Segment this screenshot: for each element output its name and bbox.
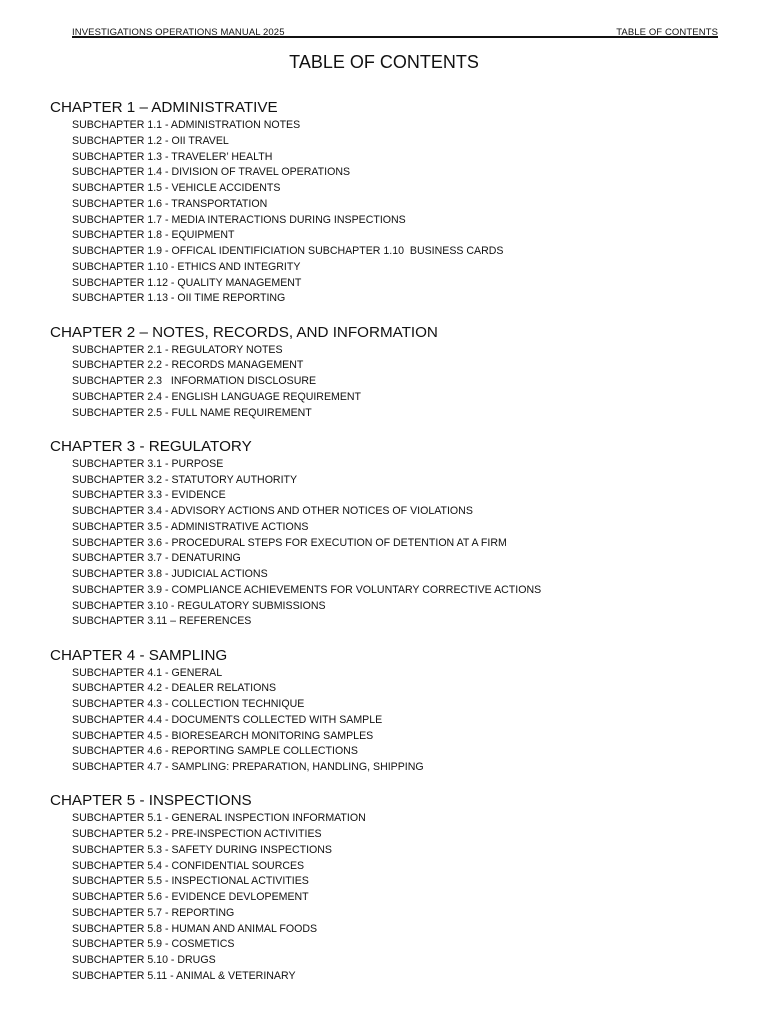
subchapter-entry: SUBCHAPTER 5.3 - SAFETY DURING INSPECTIONS [72, 843, 332, 856]
subchapter-entry: SUBCHAPTER 3.7 - DENATURING [72, 552, 241, 565]
subchapter-list [50, 457, 730, 630]
chapter-section [50, 645, 730, 776]
chapter-section [50, 322, 730, 422]
page-title: TABLE OF CONTENTS [289, 52, 479, 72]
subchapter-entry: SUBCHAPTER 2.3 INFORMATION DISCLOSURE [72, 375, 317, 387]
subchapter-entry: SUBCHAPTER 4.1 - GENERAL [72, 666, 223, 679]
chapter-heading: CHAPTER 2 – NOTES, RECORDS, AND INFORMATION [50, 323, 438, 341]
subchapter-entry: SUBCHAPTER 3.9 - COMPLIANCE ACHIEVEMENTS FOR VOLUNTARY CORRECTIVE ACTIONS [72, 583, 542, 596]
subchapter-entry: SUBCHAPTER 5.6 - EVIDENCE DEVLOPEMENT [72, 891, 309, 903]
subchapter-entry: SUBCHAPTER 3.8 - JUDICIAL ACTIONS [72, 568, 268, 580]
subchapter-entry: SUBCHAPTER 4.3 - COLLECTION TECHNIQUE [72, 698, 305, 710]
subchapter-entry: SUBCHAPTER 3.2 - STATUTORY AUTHORITY [72, 473, 298, 486]
subchapter-entry: SUBCHAPTER 5.10 - DRUGS [72, 954, 216, 966]
subchapter-entry: SUBCHAPTER 1.6 - TRANSPORTATION [72, 197, 268, 210]
subchapter-entry: SUBCHAPTER 4.6 - REPORTING SAMPLE COLLECTIONS [72, 745, 358, 758]
subchapter-entry: SUBCHAPTER 2.5 - FULL NAME REQUIREMENT [72, 406, 312, 419]
header-section-title: TABLE OF CONTENTS [616, 27, 718, 38]
chapter-heading: CHAPTER 1 – ADMINISTRATIVE [50, 99, 278, 116]
chapter-section [50, 97, 730, 307]
subchapter-entry: SUBCHAPTER 5.7 - REPORTING [72, 906, 235, 919]
chapter-heading: CHAPTER 3 - REGULATORY [50, 437, 252, 455]
subchapter-entry: SUBCHAPTER 3.6 - PROCEDURAL STEPS FOR EXECUTION OF DETENTION AT A FIRM [72, 536, 507, 549]
chapter-section [50, 436, 730, 630]
subchapter-entry: SUBCHAPTER 3.10 - REGULATORY SUBMISSIONS [72, 599, 326, 612]
header-divider [72, 36, 718, 38]
subchapter-entry: SUBCHAPTER 1.12 - QUALITY MANAGEMENT [72, 276, 302, 289]
subchapter-entry: SUBCHAPTER 1.8 - EQUIPMENT [72, 229, 235, 242]
subchapter-list [50, 666, 730, 776]
subchapter-entry: SUBCHAPTER 5.1 - GENERAL INSPECTION INFORMATION [72, 812, 366, 825]
subchapter-entry: SUBCHAPTER 4.7 - SAMPLING: PREPARATION, HANDLING, SHIPPING [72, 761, 424, 773]
subchapter-entry: SUBCHAPTER 1.1 - ADMINISTRATION NOTES [72, 119, 301, 131]
subchapter-entry: SUBCHAPTER 1.10 - ETHICS AND INTEGRITY [72, 260, 301, 273]
subchapter-entry: SUBCHAPTER 5.2 - PRE-INSPECTION ACTIVITIES [72, 828, 322, 840]
subchapter-entry: SUBCHAPTER 4.5 - BIORESEARCH MONITORING SAMPLES [72, 729, 374, 742]
subchapter-entry: SUBCHAPTER 3.1 - PURPOSE [72, 457, 224, 470]
subchapter-entry: SUBCHAPTER 1.3 - TRAVELER’ HEALTH [72, 150, 273, 163]
subchapter-entry: SUBCHAPTER 1.4 - DIVISION OF TRAVEL OPERATIONS [72, 166, 351, 179]
subchapter-entry: SUBCHAPTER 3.5 - ADMINISTRATIVE ACTIONS [72, 520, 309, 533]
subchapter-entry: SUBCHAPTER 4.2 - DEALER RELATIONS [72, 682, 277, 695]
chapter-heading: CHAPTER 4 - SAMPLING [50, 646, 228, 664]
header-manual-title: INVESTIGATIONS OPERATIONS MANUAL 2025 [72, 27, 285, 38]
subchapter-list [50, 811, 730, 984]
chapter-heading: CHAPTER 5 - INSPECTIONS [50, 792, 252, 810]
subchapter-entry: SUBCHAPTER 1.2 - OII TRAVEL [72, 134, 229, 147]
subchapter-entry: SUBCHAPTER 5.8 - HUMAN AND ANIMAL FOODS [72, 922, 318, 935]
subchapter-entry: SUBCHAPTER 2.4 - ENGLISH LANGUAGE REQUIREMENT [72, 390, 362, 403]
subchapter-list [50, 343, 730, 422]
subchapter-entry: SUBCHAPTER 5.4 - CONFIDENTIAL SOURCES [72, 859, 305, 872]
subchapter-entry: SUBCHAPTER 5.11 - ANIMAL & VETERINARY [72, 969, 296, 982]
chapter-section [50, 790, 730, 984]
subchapter-entry: SUBCHAPTER 3.3 - EVIDENCE [72, 489, 226, 502]
subchapter-list [50, 118, 730, 307]
subchapter-entry: SUBCHAPTER 1.13 - OII TIME REPORTING [72, 292, 286, 305]
subchapter-entry: SUBCHAPTER 5.9 - COSMETICS [72, 938, 235, 951]
subchapter-entry: SUBCHAPTER 3.11 – REFERENCES [72, 615, 252, 628]
subchapter-entry: SUBCHAPTER 2.2 - RECORDS MANAGEMENT [72, 359, 304, 372]
subchapter-entry: SUBCHAPTER 4.4 - DOCUMENTS COLLECTED WITH SAMPLE [72, 713, 383, 726]
subchapter-entry: SUBCHAPTER 1.7 - MEDIA INTERACTIONS DURING INSPECTIONS [72, 213, 406, 226]
subchapter-entry: SUBCHAPTER 1.9 - OFFICAL IDENTIFICIATION SUBCHAPTER 1.10 BUSINESS CARDS [72, 245, 504, 257]
subchapter-entry: SUBCHAPTER 1.5 - VEHICLE ACCIDENTS [72, 182, 281, 194]
subchapter-entry: SUBCHAPTER 2.1 - REGULATORY NOTES [72, 343, 283, 356]
table-of-contents [50, 97, 730, 999]
subchapter-entry: SUBCHAPTER 3.4 - ADVISORY ACTIONS AND OTHER NOTICES OF VIOLATIONS [72, 505, 473, 517]
subchapter-entry: SUBCHAPTER 5.5 - INSPECTIONAL ACTIVITIES [72, 875, 309, 888]
